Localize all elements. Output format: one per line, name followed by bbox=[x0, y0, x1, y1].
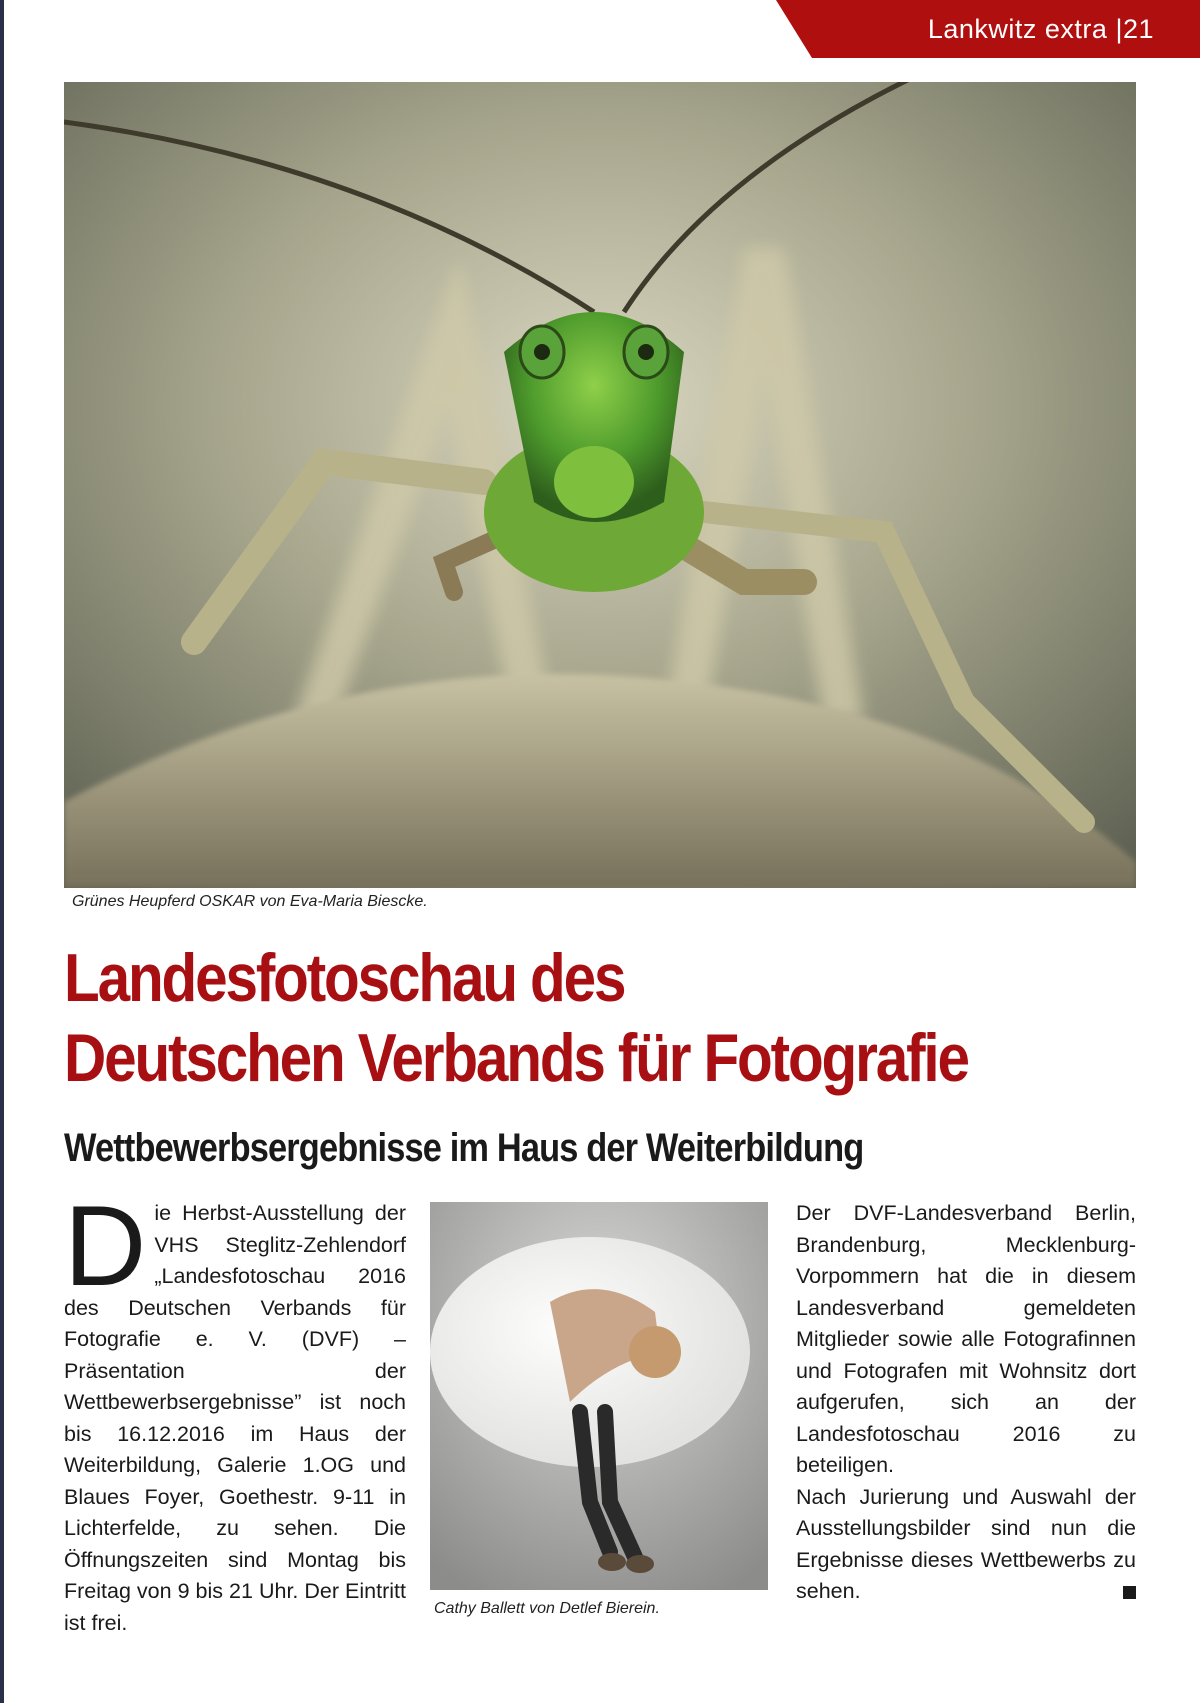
headline-line-1: Landesfotoschau des bbox=[64, 940, 625, 1016]
header-separator: | bbox=[1115, 14, 1123, 44]
subheadline: Wettbewerbsergebnisse im Haus der Weiterbildung bbox=[64, 1126, 864, 1170]
headline bbox=[64, 938, 993, 1098]
section-title: Lankwitz extra bbox=[927, 14, 1108, 44]
right-column-paragraph-1: Der DVF-Landesverband Berlin, Brandenburg, Mecklenburg-Vorpommern hat die in diesem Landesverband gemeldeten Mitglieder sowie alle Fotografinnen und Fotografen mit Wohnsitz dort aufgerufen, sich an der Landesfotoschau 2016 zu beteiligen. bbox=[796, 1201, 1136, 1477]
ballerina-photo bbox=[430, 1202, 768, 1590]
right-column-paragraph-2 bbox=[796, 1482, 1136, 1608]
left-column-text: ie Herbst-Ausstellung der VHS Steglitz-Zehlendorf „Landesfotoschau 2016 des Deutschen Verbands für Fotografie e. V. (DVF) – Präsentation der Wettbewerbsergebnisse” ist noch bis 16.12.2016 im Haus der Weiterbildung, Galerie 1.OG und Blaues Foyer, Goethestr. 9-11 in Lichterfelde, zu sehen. Die Öffnungszeiten sind Montag bis Freitag von 9 bis 21 Uhr. Der Eintritt ist frei. bbox=[64, 1201, 406, 1635]
section-header bbox=[928, 14, 1154, 45]
page-number: 21 bbox=[1122, 14, 1154, 44]
article-column-right bbox=[796, 1198, 1136, 1608]
main-photo-caption: Grünes Heupferd OSKAR von Eva-Maria Biescke. bbox=[72, 893, 428, 910]
grasshopper-photo bbox=[64, 82, 1136, 888]
ballet-photo-caption: Cathy Ballett von Detlef Bierein. bbox=[434, 1600, 660, 1617]
dropcap: D bbox=[64, 1183, 147, 1310]
right-column-paragraph-2-text: Nach Jurierung und Auswahl der Ausstellungsbilder sind nun die Ergebnisse dieses Wettbewerbs zu sehen. bbox=[796, 1484, 1136, 1603]
headline-line-2: Deutschen Verbands für Fotografie bbox=[64, 1020, 968, 1096]
page-edge bbox=[0, 0, 4, 1703]
article-column-left bbox=[64, 1183, 406, 1639]
end-mark-icon bbox=[1123, 1586, 1136, 1599]
